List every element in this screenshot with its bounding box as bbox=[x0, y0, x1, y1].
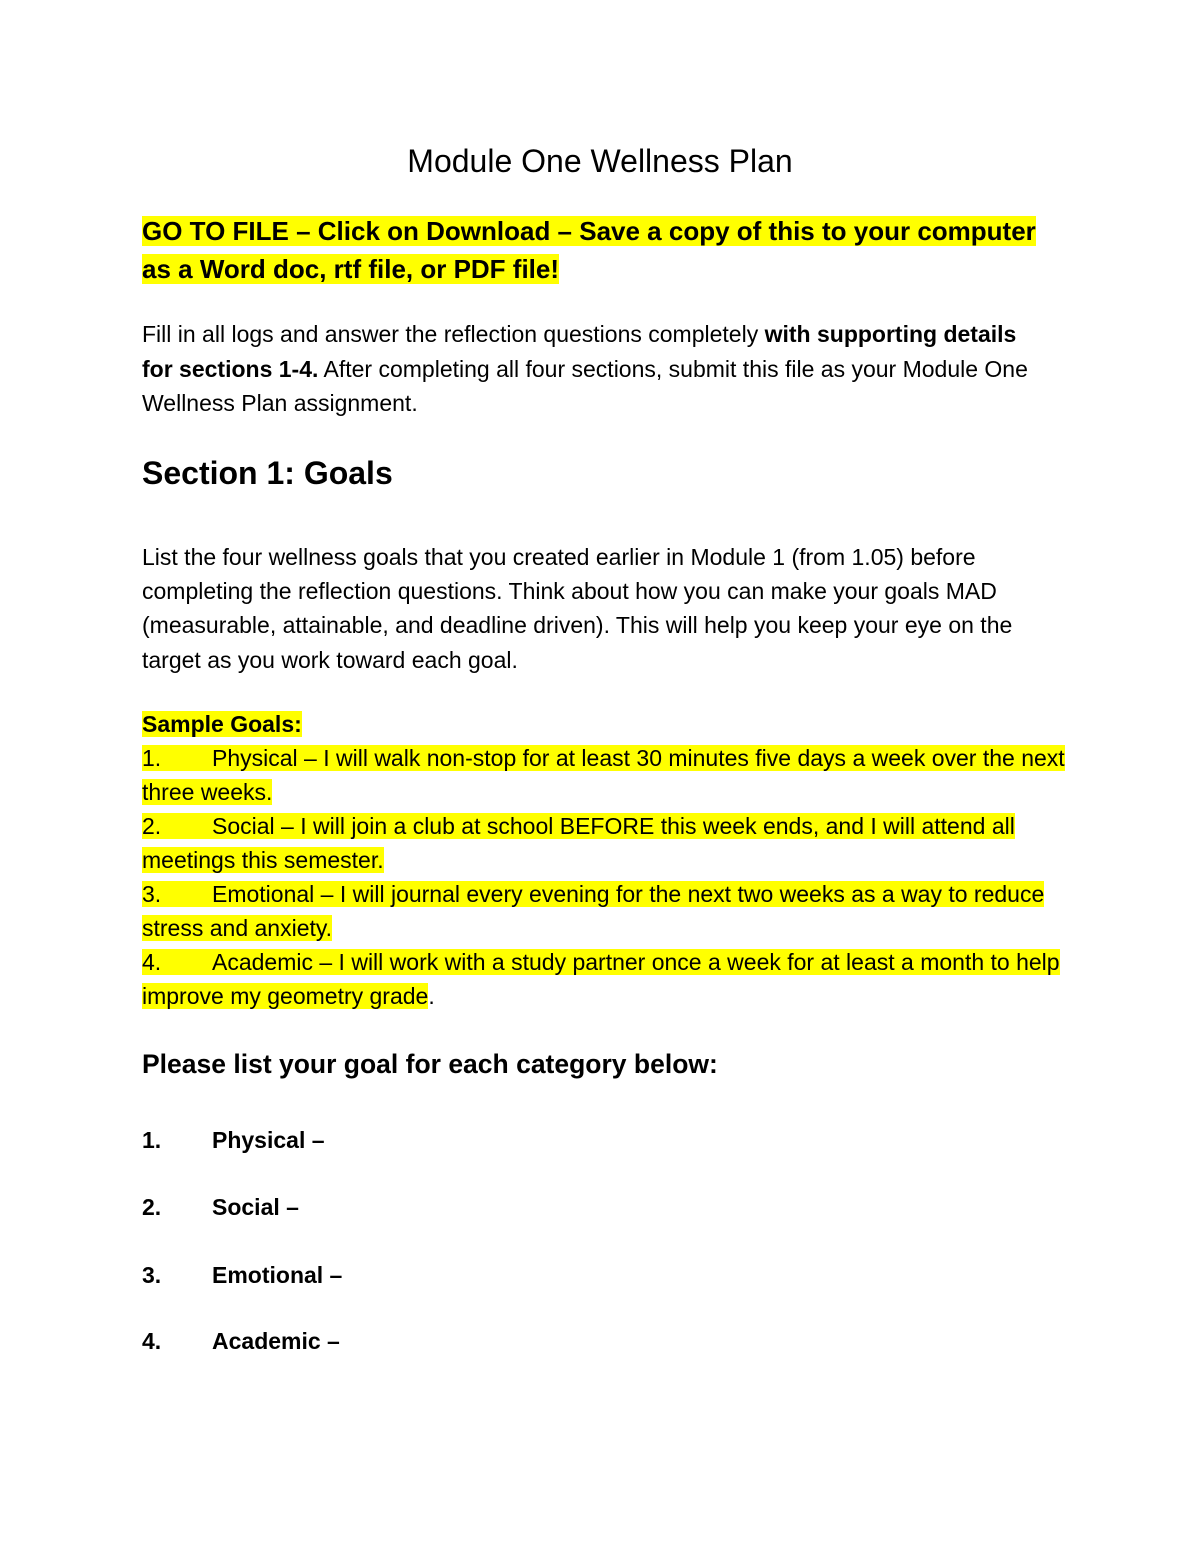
category-label: Physical – bbox=[212, 1127, 325, 1153]
category-label: Emotional – bbox=[212, 1262, 343, 1288]
intro-paragraph bbox=[142, 317, 1042, 421]
category-academic bbox=[142, 1324, 340, 1358]
category-number: 1. bbox=[142, 1127, 162, 1153]
sample-goal-number: 2. bbox=[142, 813, 162, 839]
category-label: Social – bbox=[212, 1194, 299, 1220]
category-number: 3. bbox=[142, 1262, 162, 1288]
intro-text-start: Fill in all logs and answer the reflection questions completely bbox=[142, 321, 765, 347]
instruction-highlight: GO TO FILE – Click on Download – Save a copy of this to your computer as a Word doc, rtf file, or PDF file! bbox=[142, 216, 1036, 284]
sample-goal-trailing-period: . bbox=[428, 983, 435, 1009]
goals-intro-paragraph: List the four wellness goals that you created earlier in Module 1 (from 1.05) before completing the reflection questions. Think about how you can make your goals MAD (measurable, attainable, and deadline driven). This will help you keep your eye on the target as you work toward each goal. bbox=[142, 544, 1013, 673]
sample-goals-label-row bbox=[142, 707, 1072, 741]
sample-goal-text: Emotional – I will journal every evening for the next two weeks as a way to reduce stress and anxiety. bbox=[142, 881, 1045, 941]
sample-goal-number: 4. bbox=[142, 949, 162, 975]
sample-goal-item bbox=[142, 945, 1072, 1013]
category-emotional bbox=[142, 1258, 342, 1292]
sample-goal-text: Academic – I will work with a study partner once a week for at least a month to help improve my geometry grade bbox=[142, 949, 1060, 1009]
sample-goal-number: 1. bbox=[142, 745, 162, 771]
category-number: 2. bbox=[142, 1194, 162, 1220]
sample-goal-text: Social – I will join a club at school BEFORE this week ends, and I will attend all meetings this semester. bbox=[142, 813, 1015, 873]
sample-goal-text: Physical – I will walk non-stop for at least 30 minutes five days a week over the next three weeks. bbox=[142, 745, 1065, 805]
sample-goals-label: Sample Goals: bbox=[142, 711, 302, 737]
goal-list-heading: Please list your goal for each category below: bbox=[142, 1049, 718, 1079]
section-heading: Section 1: Goals bbox=[142, 455, 393, 491]
category-label: Academic – bbox=[212, 1328, 340, 1354]
sample-goal-item bbox=[142, 741, 1072, 809]
download-instruction bbox=[142, 212, 1062, 288]
category-social bbox=[142, 1190, 299, 1224]
sample-goals bbox=[142, 707, 1072, 1013]
sample-goal-number: 3. bbox=[142, 881, 162, 907]
category-physical bbox=[142, 1123, 325, 1157]
sample-goal-item bbox=[142, 877, 1072, 945]
intro-bold-text: with supporting details for sections 1-4. bbox=[142, 321, 1017, 382]
category-number: 4. bbox=[142, 1328, 162, 1354]
document-title: Module One Wellness Plan bbox=[407, 143, 793, 179]
sample-goal-item bbox=[142, 809, 1072, 877]
intro-text-end: After completing all four sections, submit this file as your Module One Wellness Plan assignment. bbox=[142, 355, 1028, 416]
